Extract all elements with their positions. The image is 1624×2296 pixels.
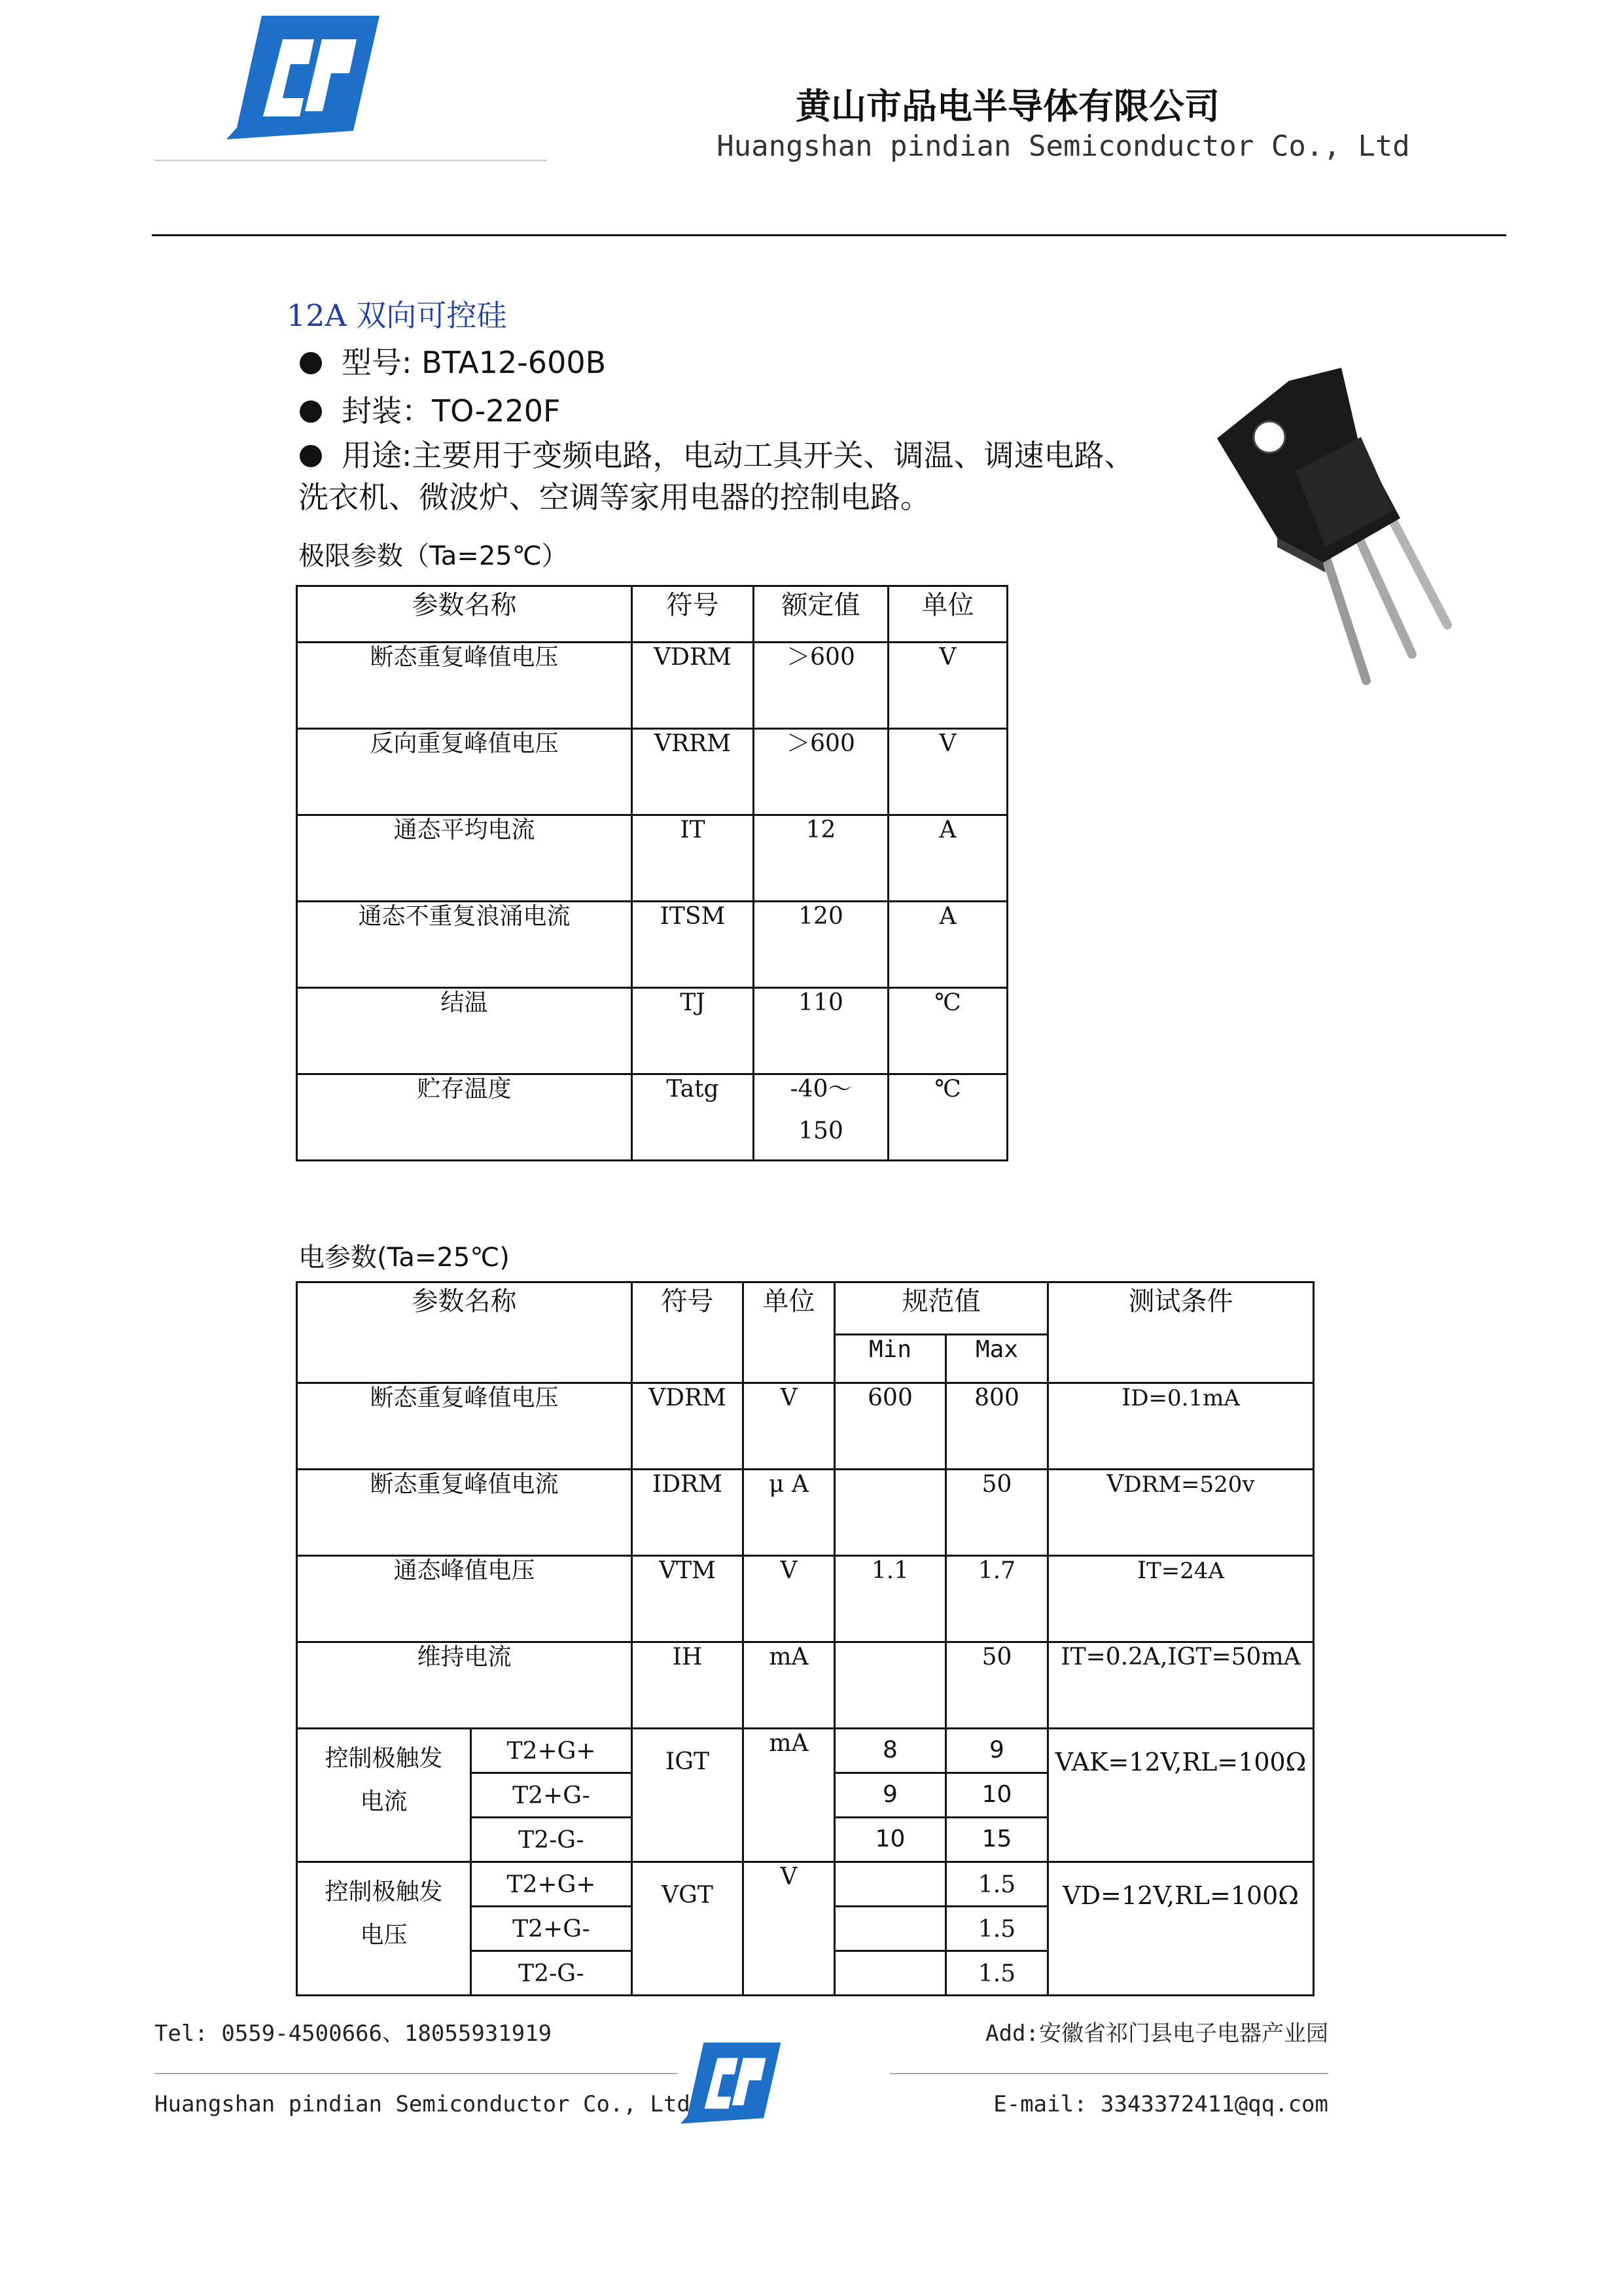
elec-header-condition: 测试条件 bbox=[1048, 1282, 1314, 1383]
footer-tel: Tel: 0559-4500666、18055931919 bbox=[154, 2021, 552, 2047]
param-unit: A bbox=[889, 902, 1008, 988]
footer-email: E-mail: 3343372411@qq.com bbox=[993, 2091, 1328, 2117]
footer-rule-right bbox=[890, 2073, 1328, 2074]
param-max: 9 bbox=[946, 1729, 1048, 1773]
table-row bbox=[297, 729, 1008, 815]
table-row bbox=[297, 1862, 1314, 1907]
limits-header-rating: 额定值 bbox=[754, 586, 889, 643]
quadrant-label: T2-G- bbox=[471, 1951, 632, 1996]
param-unit: V bbox=[889, 729, 1008, 815]
param-name: 断态重复峰值电流 bbox=[297, 1470, 632, 1556]
param-max: 10 bbox=[946, 1773, 1048, 1818]
param-condition: VDRM=520v bbox=[1048, 1470, 1314, 1556]
param-max: 15 bbox=[946, 1818, 1048, 1862]
igt-symbol: IGT bbox=[632, 1729, 743, 1862]
param-name: 反向重复峰值电压 bbox=[297, 729, 632, 815]
param-min bbox=[835, 1470, 946, 1556]
igt-name: 控制极触发 电流 bbox=[297, 1729, 471, 1862]
limits-table bbox=[296, 585, 1008, 1161]
electrical-title: 电参数(Ta=25℃) bbox=[298, 1243, 510, 1273]
elec-header-spec: 规范值 bbox=[835, 1282, 1048, 1335]
igt-condition: VAK=12V,RL=100Ω bbox=[1048, 1729, 1314, 1862]
table-row bbox=[297, 988, 1008, 1074]
table-row bbox=[297, 1642, 1314, 1729]
param-min bbox=[835, 1951, 946, 1996]
table-row bbox=[297, 1383, 1314, 1470]
package-line bbox=[300, 387, 560, 431]
quadrant-label: T2+G- bbox=[471, 1907, 632, 1951]
model-line bbox=[300, 339, 606, 382]
param-symbol: VTM bbox=[632, 1556, 743, 1642]
param-symbol: IH bbox=[632, 1642, 743, 1729]
vgt-condition: VD=12V,RL=100Ω bbox=[1048, 1862, 1314, 1996]
param-name: 断态重复峰值电压 bbox=[297, 643, 632, 729]
param-min: 8 bbox=[835, 1729, 946, 1773]
param-name: 贮存温度 bbox=[297, 1074, 632, 1161]
company-name-cn: 黄山市品电半导体有限公司 bbox=[796, 86, 1220, 127]
elec-header-max: Max bbox=[946, 1335, 1048, 1383]
param-symbol: ITSM bbox=[632, 902, 754, 988]
param-unit: V bbox=[743, 1383, 835, 1470]
vgt-symbol: VGT bbox=[632, 1862, 743, 1996]
param-max: 1.5 bbox=[946, 1862, 1048, 1907]
param-max: 1.5 bbox=[946, 1907, 1048, 1951]
table-row bbox=[297, 815, 1008, 902]
param-unit: μ A bbox=[743, 1470, 835, 1556]
param-min: 10 bbox=[835, 1818, 946, 1862]
param-unit: ℃ bbox=[889, 988, 1008, 1074]
electrical-header-row bbox=[297, 1282, 1314, 1335]
param-symbol: VRRM bbox=[632, 729, 754, 815]
table-row bbox=[297, 902, 1008, 988]
company-name-en: Huangshan pindian Semiconductor Co., Ltd bbox=[716, 130, 1410, 163]
param-max: 800 bbox=[946, 1383, 1048, 1470]
param-name: 维持电流 bbox=[297, 1642, 632, 1729]
param-name: 通态峰值电压 bbox=[297, 1556, 632, 1642]
footer-company-logo bbox=[678, 2040, 785, 2125]
vgt-unit: V bbox=[743, 1862, 835, 1996]
param-value: 12 bbox=[754, 815, 889, 902]
param-min bbox=[835, 1642, 946, 1729]
param-symbol: VDRM bbox=[632, 1383, 743, 1470]
limits-header-unit: 单位 bbox=[889, 586, 1008, 643]
usage-paragraph bbox=[298, 434, 1149, 518]
table-row bbox=[297, 1470, 1314, 1556]
bullet-icon bbox=[300, 352, 322, 374]
igt-unit: mA bbox=[743, 1729, 835, 1862]
param-condition: IT=0.2A,IGT=50mA bbox=[1048, 1642, 1314, 1729]
param-min: 1.1 bbox=[835, 1556, 946, 1642]
param-symbol: TJ bbox=[632, 988, 754, 1074]
vgt-name: 控制极触发 电压 bbox=[297, 1862, 471, 1996]
param-symbol: Tatg bbox=[632, 1074, 754, 1161]
table-row bbox=[297, 1074, 1008, 1161]
param-symbol: IT bbox=[632, 815, 754, 902]
param-min: 600 bbox=[835, 1383, 946, 1470]
param-unit: V bbox=[889, 643, 1008, 729]
param-name: 断态重复峰值电压 bbox=[297, 1383, 632, 1470]
param-min bbox=[835, 1907, 946, 1951]
param-name: 通态平均电流 bbox=[297, 815, 632, 902]
param-unit: V bbox=[743, 1556, 835, 1642]
quadrant-label: T2+G- bbox=[471, 1773, 632, 1818]
param-max: 50 bbox=[946, 1642, 1048, 1729]
footer-company-en: Huangshan pindian Semiconductor Co., Ltd bbox=[154, 2091, 690, 2117]
company-logo bbox=[222, 13, 386, 141]
footer-rule-left bbox=[154, 2073, 678, 2074]
table-row bbox=[297, 643, 1008, 729]
quadrant-label: T2+G+ bbox=[471, 1729, 632, 1773]
param-name: 通态不重复浪涌电流 bbox=[297, 902, 632, 988]
param-value: 120 bbox=[754, 902, 889, 988]
limits-header-name: 参数名称 bbox=[297, 586, 632, 643]
quadrant-label: T2-G- bbox=[471, 1818, 632, 1862]
limits-header-row bbox=[297, 586, 1008, 643]
param-max: 50 bbox=[946, 1470, 1048, 1556]
param-max: 1.5 bbox=[946, 1951, 1048, 1996]
to220f-package-image bbox=[1204, 366, 1485, 694]
table-row bbox=[297, 1556, 1314, 1642]
elec-header-name: 参数名称 bbox=[297, 1282, 632, 1383]
param-value: ＞600 bbox=[754, 643, 889, 729]
param-unit: ℃ bbox=[889, 1074, 1008, 1161]
usage-text: 用途:主要用于变频电路，电动工具开关、调温、调速电路、洗衣机、微波炉、空调等家用电器的控制电路。 bbox=[298, 438, 1135, 515]
model-text: 型号: BTA12-600B bbox=[342, 345, 607, 380]
param-min bbox=[835, 1862, 946, 1907]
limits-header-symbol: 符号 bbox=[632, 586, 754, 643]
param-name: 结温 bbox=[297, 988, 632, 1074]
param-condition: IT=24A bbox=[1048, 1556, 1314, 1642]
param-value: -40～ 150 bbox=[754, 1074, 889, 1161]
table-row bbox=[297, 1729, 1314, 1773]
param-max: 1.7 bbox=[946, 1556, 1048, 1642]
header-rule bbox=[152, 234, 1506, 236]
param-unit: mA bbox=[743, 1642, 835, 1729]
bullet-icon bbox=[300, 445, 322, 467]
header-logo-rule bbox=[154, 160, 547, 161]
footer-address: Add:安徽省祁门县电子电器产业园 bbox=[985, 2021, 1328, 2047]
product-subtitle: 12A 双向可控硅 bbox=[287, 298, 507, 333]
quadrant-label: T2+G+ bbox=[471, 1862, 632, 1907]
bullet-icon bbox=[300, 400, 322, 423]
param-symbol: IDRM bbox=[632, 1470, 743, 1556]
package-text: 封装：TO-220F bbox=[342, 393, 561, 429]
electrical-table bbox=[296, 1281, 1315, 1996]
elec-header-symbol: 符号 bbox=[632, 1282, 743, 1383]
limits-title: 极限参数（Ta=25℃） bbox=[298, 541, 568, 571]
param-value: ＞600 bbox=[754, 729, 889, 815]
param-symbol: VDRM bbox=[632, 643, 754, 729]
elec-header-unit: 单位 bbox=[743, 1282, 835, 1383]
param-unit: A bbox=[889, 815, 1008, 902]
param-condition: ID=0.1mA bbox=[1048, 1383, 1314, 1470]
elec-header-min: Min bbox=[835, 1335, 946, 1383]
param-min: 9 bbox=[835, 1773, 946, 1818]
param-value: 110 bbox=[754, 988, 889, 1074]
